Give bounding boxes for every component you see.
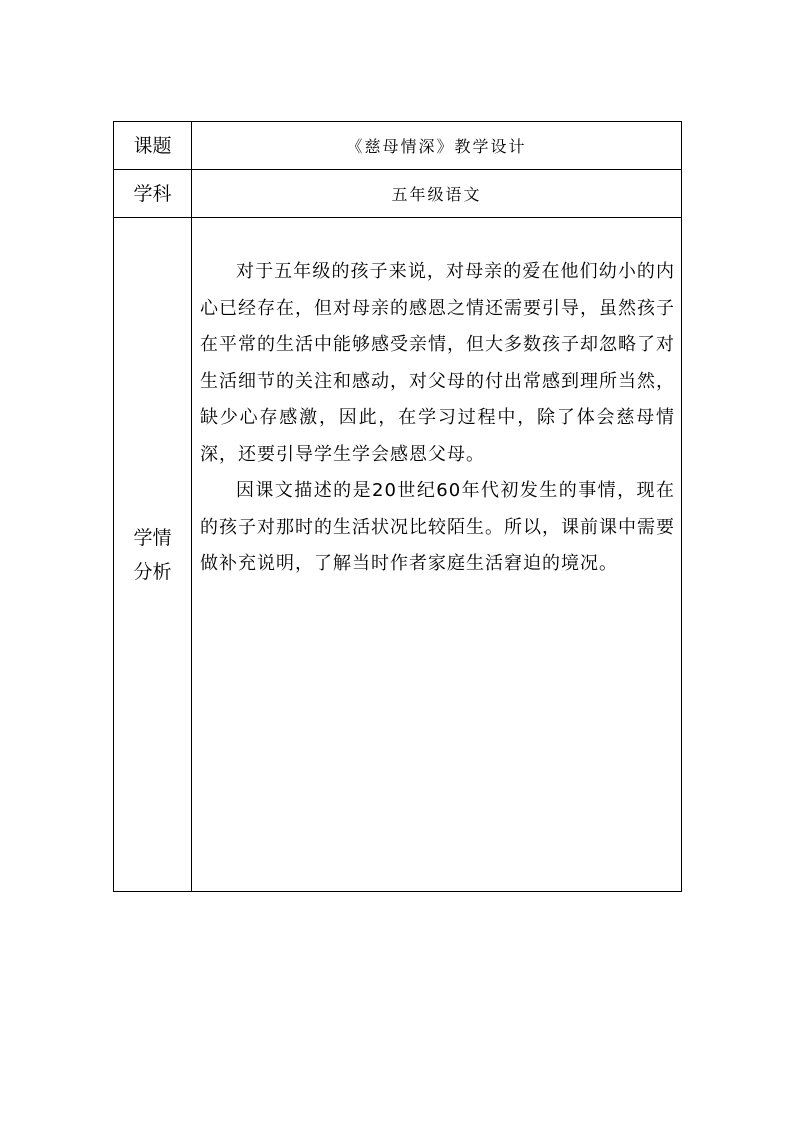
analysis-label-line-2: 分析 [133, 560, 172, 583]
topic-label [114, 122, 192, 170]
topic-row [114, 122, 682, 170]
subject-label-text: 学科 [133, 182, 172, 205]
analysis-row [114, 218, 682, 892]
topic-value [192, 122, 682, 170]
subject-label [114, 170, 192, 218]
analysis-label-line-1: 学情 [133, 526, 172, 549]
analysis-label [114, 218, 192, 892]
topic-label-text: 课题 [133, 134, 172, 157]
subject-value [192, 170, 682, 218]
analysis-paragraph-2: 因课文描述的是20世纪60年代初发生的事情，现在的孩子对那时的生活状况比较陌生。所以，课前课中需要做补充说明，了解当时作者家庭生活窘迫的境况。 [200, 480, 675, 574]
analysis-paragraph-1: 对于五年级的孩子来说，对母亲的爱在他们幼小的内心已经存在，但对母亲的感恩之情还需要引导，虽然孩子在平常的生活中能够感受亲情，但大多数孩子却忽略了对生活细节的关注和感动，对父母的付出常感到理所当然，缺少心存感激，因此，在学习过程中，除了体会慈母情深，还要引导学生学会感恩父母。 [200, 261, 675, 465]
lesson-plan-table [113, 121, 682, 892]
analysis-content [192, 218, 682, 892]
subject-row [114, 170, 682, 218]
topic-value-text: 《慈母情深》教学设计 [346, 137, 527, 156]
subject-value-text: 五年级语文 [391, 185, 482, 204]
